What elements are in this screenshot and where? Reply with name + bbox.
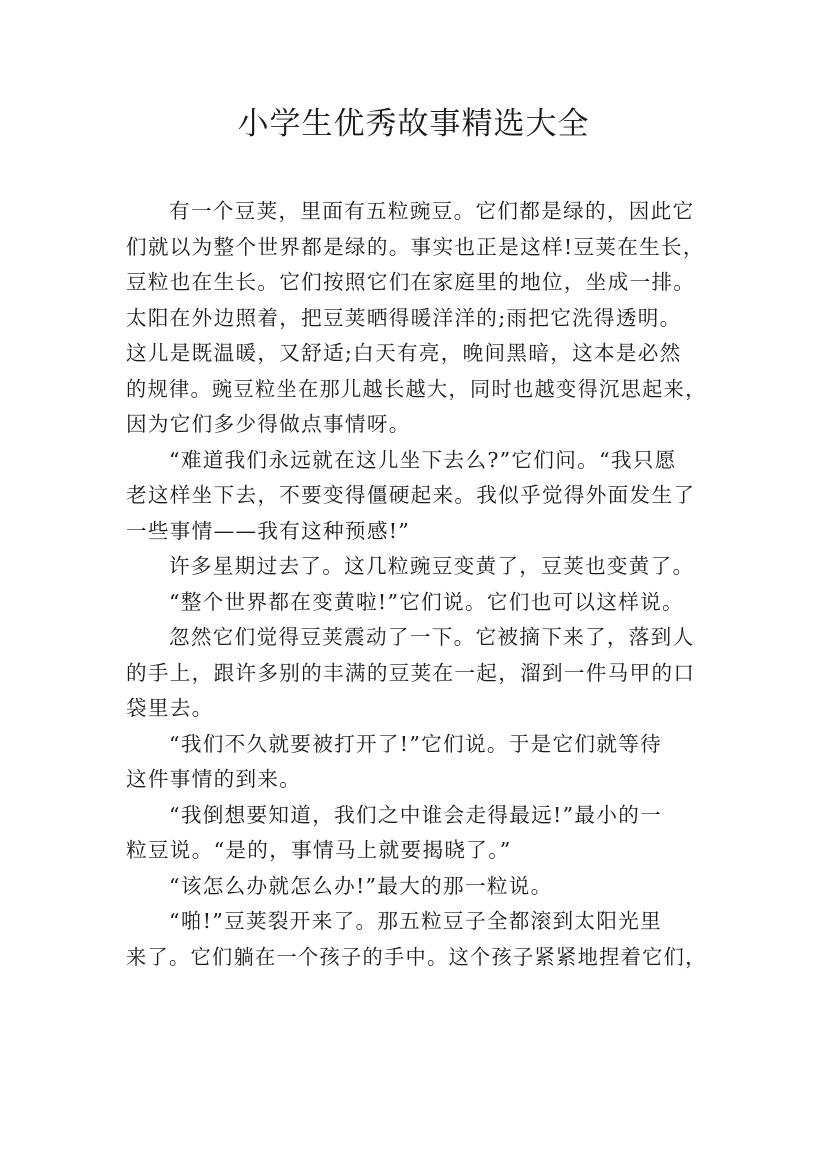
text-line: 的规律。豌豆粒坐在那儿越长越大，同时也越变得沉思起来， xyxy=(126,376,707,401)
text-line: “啪!”豆荚裂开来了。那五粒豆子全都滚到太阳光里 xyxy=(169,909,662,933)
text-line: “难道我们永远就在这儿坐下去么?”它们问。“我只愿 xyxy=(169,447,677,472)
text-line: 许多星期过去了。这几粒豌豆变黄了，豆荚也变黄了。 xyxy=(169,554,695,578)
text-line: 粒豆说。“是的，事情马上就要揭晓了。” xyxy=(126,838,512,862)
text-line: “我们不久就要被打开了!”它们说。于是它们就等待 xyxy=(169,731,662,756)
text-line: 袋里去。 xyxy=(126,696,214,720)
text-line: “整个世界都在变黄啦!”它们说。它们也可以这样说。 xyxy=(169,589,684,614)
text-line: 来了。它们躺在一个孩子的手中。这个孩子紧紧地捏着它们， xyxy=(126,944,707,969)
text-line: 这儿是既温暖，又舒适;白天有亮，晚间黑暗，这本是必然 xyxy=(126,341,682,365)
text-line: “我倒想要知道，我们之中谁会走得最远!”最小的一 xyxy=(169,802,662,827)
text-line: 老这样坐下去，不要变得僵硬起来。我似乎觉得外面发生了 xyxy=(126,483,696,507)
text-line: 忽然它们觉得豆荚震动了一下。它被摘下来了，落到人 xyxy=(169,625,695,649)
text-line: 们就以为整个世界都是绿的。事实也正是这样!豆荚在生长， xyxy=(126,234,705,259)
text-line: “该怎么办就怎么办!”最大的那一粒说。 xyxy=(169,873,553,898)
document-body xyxy=(126,194,706,975)
text-line: 因为它们多少得做点事情呀。 xyxy=(126,412,411,436)
text-line: 豆粒也在生长。它们按照它们在家庭里的地位，坐成一排。 xyxy=(126,270,696,294)
document-title: 小学生优秀故事精选大全 xyxy=(237,106,590,142)
text-line: 的手上，跟许多别的丰满的豆荚在一起，溜到一件马甲的口 xyxy=(126,660,696,685)
text-line: 有一个豆荚，里面有五粒豌豆。它们都是绿的，因此它 xyxy=(169,199,695,223)
text-line: 太阳在外边照着，把豆荚晒得暖洋洋的;雨把它洗得透明。 xyxy=(126,305,682,330)
text-line: 这件事情的到来。 xyxy=(126,767,302,791)
text-line: 一些事情——我有这种预感!” xyxy=(126,518,411,543)
